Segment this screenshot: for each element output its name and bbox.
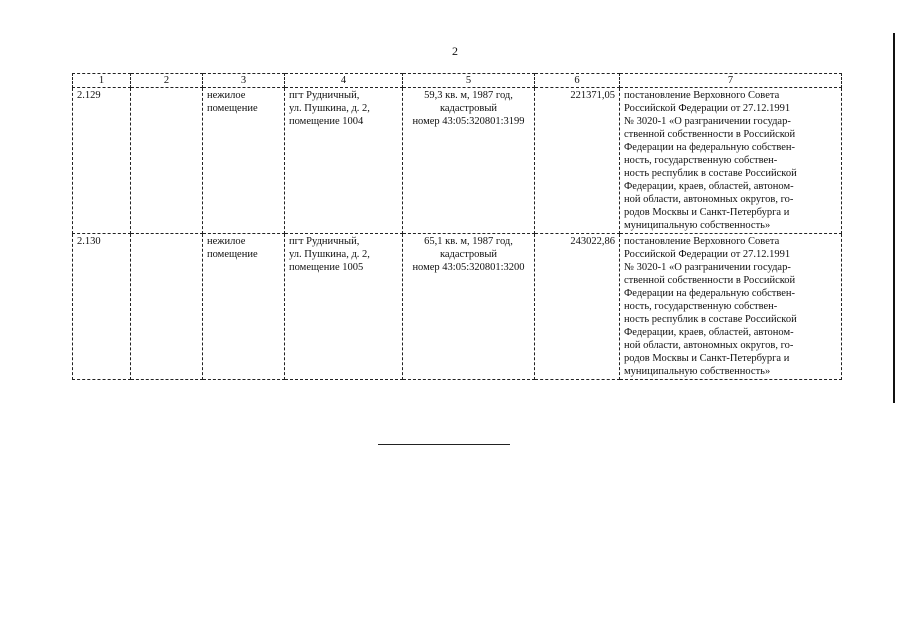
characteristics-line: 59,3 кв. м, 1987 год,	[424, 90, 513, 101]
legal-basis	[620, 88, 842, 234]
legal-basis-line: Российской Федерации от 27.12.1991	[624, 103, 791, 114]
address-line: ул. Пушкина, д. 2,	[289, 249, 370, 260]
characteristics-line: кадастровый	[439, 249, 498, 260]
legal-basis-line: родов Москвы и Санкт-Петербурга и	[624, 207, 790, 218]
empty-cell	[131, 88, 203, 234]
object-type-line: нежилое	[207, 236, 246, 247]
characteristics-line: кадастровый	[439, 103, 498, 114]
legal-basis-line: ность республик в составе Российской	[624, 168, 797, 179]
legal-basis-line: муниципальную собственность»	[624, 366, 771, 377]
legal-basis-line: № 3020-1 «О разграничении государ-	[624, 116, 791, 127]
object-type-line: помещение	[207, 103, 258, 114]
legal-basis-line: ность, государственную собствен-	[624, 301, 778, 312]
row-number: 2.129	[73, 88, 131, 234]
table-body	[73, 88, 842, 380]
empty-cell	[131, 234, 203, 380]
legal-basis-line: Федерации, краев, областей, автоном-	[624, 327, 794, 338]
legal-basis-line: ной области, автономных округов, го-	[624, 340, 794, 351]
row-number: 2.130	[73, 234, 131, 380]
address-line: пгт Рудничный,	[289, 90, 360, 101]
object-type-line: помещение	[207, 249, 258, 260]
object-type-line: нежилое	[207, 90, 246, 101]
object-cost: 221371,05	[535, 88, 620, 234]
column-header-3: 3	[203, 74, 285, 88]
legal-basis-line: постановление Верховного Совета	[624, 90, 780, 101]
object-characteristics	[403, 234, 535, 380]
legal-basis-line: муниципальную собственность»	[624, 220, 771, 231]
column-header-7: 7	[620, 74, 842, 88]
column-header-6: 6	[535, 74, 620, 88]
object-cost: 243022,86	[535, 234, 620, 380]
column-header-1: 1	[73, 74, 131, 88]
column-header-2: 2	[131, 74, 203, 88]
end-of-document-rule	[378, 444, 510, 445]
legal-basis-line: Федерации, краев, областей, автоном-	[624, 181, 794, 192]
page-number: 2	[452, 44, 458, 58]
table-row	[73, 88, 842, 234]
object-characteristics	[403, 88, 535, 234]
object-type	[203, 234, 285, 380]
legal-basis-line: постановление Верховного Совета	[624, 236, 780, 247]
table-row	[73, 234, 842, 380]
column-header-4: 4	[285, 74, 403, 88]
address-line: помещение 1004	[289, 116, 364, 127]
legal-basis-line: Федерации на федеральную собствен-	[624, 288, 795, 299]
characteristics-line: номер 43:05:320801:3200	[412, 262, 525, 273]
legal-basis-line: Российской Федерации от 27.12.1991	[624, 249, 791, 260]
table-header	[73, 74, 842, 88]
legal-basis-line: № 3020-1 «О разграничении государ-	[624, 262, 791, 273]
legal-basis-line: ность республик в составе Российской	[624, 314, 797, 325]
legal-basis-line: ность, государственную собствен-	[624, 155, 778, 166]
address-line: помещение 1005	[289, 262, 364, 273]
legal-basis-line: родов Москвы и Санкт-Петербурга и	[624, 353, 790, 364]
legal-basis-line: Федерации на федеральную собствен-	[624, 142, 795, 153]
object-type	[203, 88, 285, 234]
address-line: ул. Пушкина, д. 2,	[289, 103, 370, 114]
legal-basis-line: ной области, автономных округов, го-	[624, 194, 794, 205]
object-address	[285, 88, 403, 234]
object-address	[285, 234, 403, 380]
address-line: пгт Рудничный,	[289, 236, 360, 247]
legal-basis	[620, 234, 842, 380]
column-header-5: 5	[403, 74, 535, 88]
legal-basis-line: ственной собственности в Российской	[624, 275, 796, 286]
property-table	[72, 73, 842, 380]
characteristics-line: 65,1 кв. м, 1987 год,	[424, 236, 513, 247]
scan-edge-bar	[893, 33, 895, 403]
legal-basis-line: ственной собственности в Российской	[624, 129, 796, 140]
header-row	[73, 74, 842, 88]
characteristics-line: номер 43:05:320801:3199	[412, 116, 525, 127]
